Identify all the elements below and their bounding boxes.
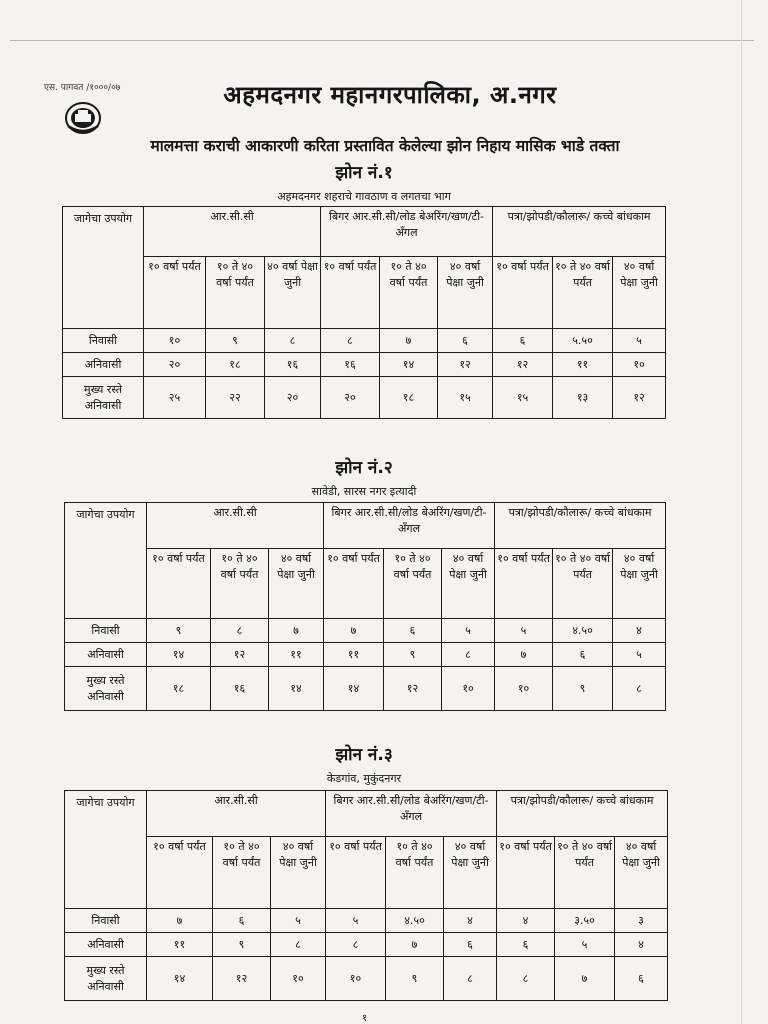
use-header: जागेचा उपयोग: [63, 207, 144, 329]
age-header: ४० वर्षा पेक्षा जुनी: [265, 257, 321, 329]
group-header: बिगर आर.सी.सी/लोड बेअरिंग/खण/टी-अँगल: [324, 503, 495, 549]
table-cell: ५: [271, 909, 326, 933]
table-cell: १३: [553, 377, 613, 419]
age-header: १० वर्षा पर्यंत: [147, 549, 211, 619]
age-header: १० वर्षा पर्यंत: [147, 837, 213, 909]
table-cell: ६: [213, 909, 271, 933]
table-cell: १४: [380, 353, 438, 377]
table-cell: १०: [144, 329, 206, 353]
table-cell: ९: [553, 667, 613, 711]
table-cell: ६: [615, 957, 668, 1001]
table-cell: १२: [384, 667, 442, 711]
age-header: ४० वर्षा पेक्षा जुनी: [444, 837, 497, 909]
table-cell: २२: [206, 377, 265, 419]
table-cell: ८: [265, 329, 321, 353]
row-label: अनिवासी: [63, 353, 144, 377]
table-cell: ९: [213, 933, 271, 957]
table-cell: ४: [613, 619, 666, 643]
table-row: [65, 667, 666, 711]
age-header: १० वर्षा पर्यंत: [144, 257, 206, 329]
table-cell: १२: [613, 377, 666, 419]
table-cell: १४: [147, 643, 211, 667]
table-cell: २०: [144, 353, 206, 377]
group-header: आर.सी.सी: [144, 207, 321, 257]
table-cell: ९: [147, 619, 211, 643]
table-cell: ७: [269, 619, 324, 643]
table-cell: ४.५०: [386, 909, 444, 933]
page-edge-rule: [741, 0, 742, 1024]
zone-3-table: [64, 790, 668, 1001]
age-header: ४० वर्षा पेक्षा जुनी: [442, 549, 495, 619]
table-cell: १८: [206, 353, 265, 377]
table-cell: २०: [265, 377, 321, 419]
table-cell: ७: [380, 329, 438, 353]
table-cell: ५: [555, 933, 615, 957]
row-label: मुख्य रस्ते अनिवासी: [65, 667, 147, 711]
page-number: १: [362, 1013, 368, 1024]
table-cell: १८: [380, 377, 438, 419]
table-cell: ४: [615, 933, 668, 957]
table-row: [63, 377, 666, 419]
table-cell: ६: [384, 619, 442, 643]
table-cell: ८: [326, 933, 386, 957]
table-cell: ५: [613, 329, 666, 353]
table-cell: ११: [147, 933, 213, 957]
table-cell: १२: [213, 957, 271, 1001]
table-row: [65, 619, 666, 643]
group-header: पत्रा/झोपडी/कौलारू/ कच्चे बांधकाम: [495, 503, 666, 549]
table-cell: ६: [438, 329, 493, 353]
table-cell: ५: [326, 909, 386, 933]
table-cell: ८: [497, 957, 555, 1001]
table-cell: ५: [442, 619, 495, 643]
table-cell: ९: [206, 329, 265, 353]
table-cell: १०: [613, 353, 666, 377]
table-cell: ३: [615, 909, 668, 933]
age-header: ४० वर्षा पेक्षा जुनी: [613, 549, 666, 619]
table-cell: ३.५०: [555, 909, 615, 933]
table-cell: ४.५०: [553, 619, 613, 643]
table-cell: ७: [495, 643, 553, 667]
table-cell: ७: [386, 933, 444, 957]
row-label: निवासी: [65, 619, 147, 643]
age-header: १० ते ४० वर्षा पर्यंत: [206, 257, 265, 329]
age-header: १० ते ४० वर्षा पर्यंत: [555, 837, 615, 909]
age-header: १० ते ४० वर्षा पर्यंत: [213, 837, 271, 909]
table-row: [63, 329, 666, 353]
document-subtitle: मालमत्ता कराची आकारणी करिता प्रस्तावित केलेल्या झोन निहाय मासिक भाडे तक्ता: [150, 137, 620, 155]
group-header: आर.सी.सी: [147, 503, 324, 549]
row-label: अनिवासी: [65, 933, 147, 957]
table-row: [65, 909, 668, 933]
zone-1-title: झोन नं.१: [335, 163, 393, 183]
table-cell: ८: [442, 643, 495, 667]
table-cell: १५: [493, 377, 553, 419]
table-cell: ६: [493, 329, 553, 353]
group-header: आर.सी.सी: [147, 791, 326, 837]
table-cell: ५: [495, 619, 553, 643]
table-row: [65, 933, 668, 957]
group-header: बिगर आर.सी.सी/लोड बेअरिंग/खण/टी-अँगल: [321, 207, 493, 257]
zone-2-area: सावेडी, सारस नगर इत्यादी: [311, 485, 417, 498]
table-cell: ११: [269, 643, 324, 667]
row-label: मुख्य रस्ते अनिवासी: [65, 957, 147, 1001]
age-header: १० वर्षा पर्यंत: [324, 549, 384, 619]
age-header: १० वर्षा पर्यंत: [326, 837, 386, 909]
zone-3-title: झोन नं.३: [335, 745, 393, 765]
table-cell: ९: [384, 643, 442, 667]
table-cell: ८: [271, 933, 326, 957]
table-cell: ६: [444, 933, 497, 957]
table-cell: १२: [493, 353, 553, 377]
table-cell: ४: [444, 909, 497, 933]
table-cell: १०: [442, 667, 495, 711]
table-cell: ५: [613, 643, 666, 667]
reference-code: एस. पागवत /१०००/०७: [44, 83, 121, 93]
table-cell: ८: [613, 667, 666, 711]
age-header: ४० वर्षा पेक्षा जुनी: [269, 549, 324, 619]
age-header: १० ते ४० वर्षा पर्यंत: [386, 837, 444, 909]
table-cell: ८: [211, 619, 269, 643]
age-header: १० वर्षा पर्यंत: [497, 837, 555, 909]
table-cell: १६: [211, 667, 269, 711]
municipal-emblem-logo: [64, 100, 102, 136]
table-cell: ६: [497, 933, 555, 957]
age-header: ४० वर्षा पेक्षा जुनी: [271, 837, 326, 909]
age-header: ४० वर्षा पेक्षा जुनी: [438, 257, 493, 329]
table-cell: १६: [321, 353, 380, 377]
table-cell: ८: [444, 957, 497, 1001]
page-top-rule: [10, 40, 754, 41]
table-row: [65, 957, 668, 1001]
table-cell: १६: [265, 353, 321, 377]
age-header: १० ते ४० वर्षा पर्यंत: [380, 257, 438, 329]
table-row: [63, 353, 666, 377]
zone-1-table: [62, 206, 666, 419]
table-cell: १०: [326, 957, 386, 1001]
zone-2-title: झोन नं.२: [335, 458, 393, 478]
page-title: अहमदनगर महानगरपालिका, अ.नगर: [223, 81, 557, 109]
table-cell: १४: [269, 667, 324, 711]
zone-1-area: अहमदनगर शहराचे गावठाण व लगतचा भाग: [277, 190, 451, 203]
age-header: १० ते ४० वर्षा पर्यंत: [553, 257, 613, 329]
age-header: १० ते ४० वर्षा पर्यंत: [211, 549, 269, 619]
table-cell: ११: [553, 353, 613, 377]
age-header: १० वर्षा पर्यंत: [493, 257, 553, 329]
group-header: बिगर आर.सी.सी/लोड बेअरिंग/खण/टी-अँगल: [326, 791, 497, 837]
age-header: १० वर्षा पर्यंत: [321, 257, 380, 329]
table-cell: १०: [495, 667, 553, 711]
table-cell: ११: [324, 643, 384, 667]
table-row: [65, 643, 666, 667]
table-cell: १२: [438, 353, 493, 377]
group-header: पत्रा/झोपडी/कौलारू/ कच्चे बांधकाम: [493, 207, 666, 257]
group-header: पत्रा/झोपडी/कौलारू/ कच्चे बांधकाम: [497, 791, 668, 837]
table-cell: ८: [321, 329, 380, 353]
table-cell: १५: [438, 377, 493, 419]
row-label: अनिवासी: [65, 643, 147, 667]
age-header: ४० वर्षा पेक्षा जुनी: [615, 837, 668, 909]
table-cell: २५: [144, 377, 206, 419]
row-label: मुख्य रस्ते अनिवासी: [63, 377, 144, 419]
age-header: ४० वर्षा पेक्षा जुनी: [613, 257, 666, 329]
table-cell: १०: [271, 957, 326, 1001]
age-header: १० ते ४० वर्षा पर्यंत: [553, 549, 613, 619]
table-cell: १२: [211, 643, 269, 667]
row-label: निवासी: [65, 909, 147, 933]
table-cell: ४: [497, 909, 555, 933]
table-cell: ६: [553, 643, 613, 667]
table-cell: ७: [147, 909, 213, 933]
table-cell: ७: [555, 957, 615, 1001]
use-header: जागेचा उपयोग: [65, 503, 147, 619]
table-cell: १४: [324, 667, 384, 711]
table-cell: १४: [147, 957, 213, 1001]
table-cell: १८: [147, 667, 211, 711]
table-cell: ९: [386, 957, 444, 1001]
zone-2-table: [64, 502, 666, 711]
zone-3-area: केडगांव, मुकुंदनगर: [326, 772, 402, 785]
age-header: १० वर्षा पर्यंत: [495, 549, 553, 619]
age-header: १० ते ४० वर्षा पर्यंत: [384, 549, 442, 619]
table-cell: ७: [324, 619, 384, 643]
row-label: निवासी: [63, 329, 144, 353]
table-cell: ५.५०: [553, 329, 613, 353]
use-header: जागेचा उपयोग: [65, 791, 147, 909]
table-cell: २०: [321, 377, 380, 419]
